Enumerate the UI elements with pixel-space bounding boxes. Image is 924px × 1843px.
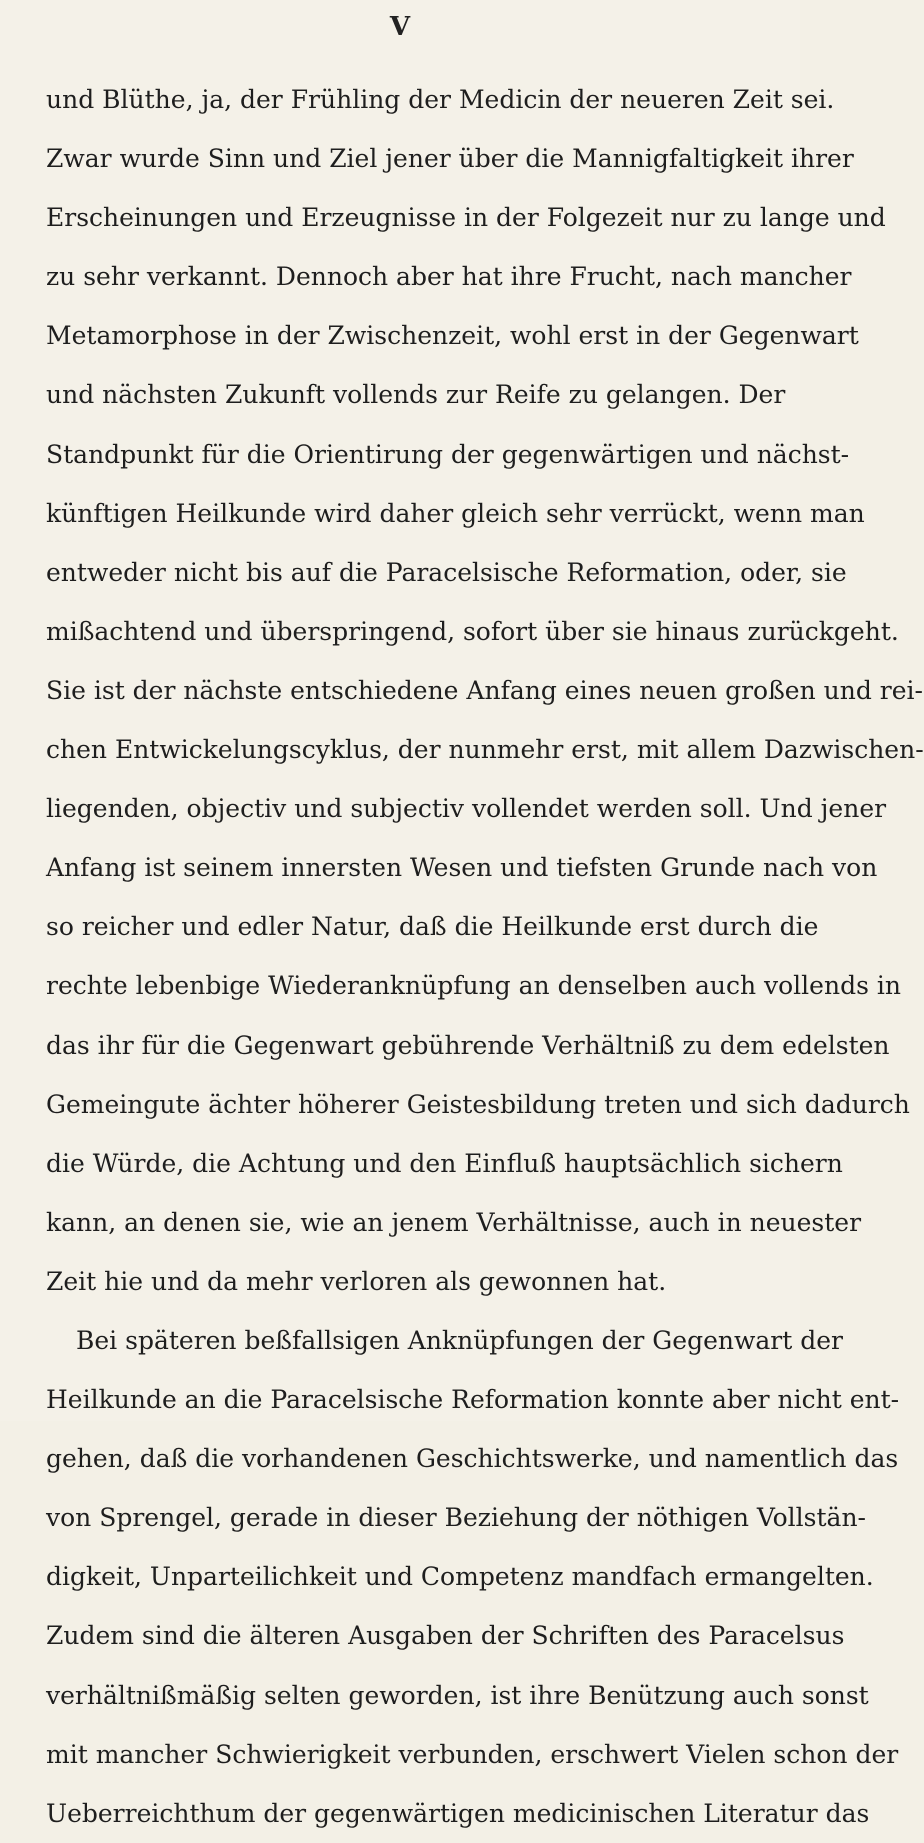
text-line: verhältnißmäßig selten geworden, ist ihre Benützung auch sonst [46, 1680, 869, 1710]
text-line: Bei späteren beßfallsigen Anknüpfungen der Gegenwart der [76, 1325, 843, 1355]
text-line: chen Entwickelungscyklus, der nunmehr erst, mit allem Dazwischen- [46, 735, 924, 765]
text-line: kann, an denen sie, wie an jenem Verhältnisse, auch in neuester [46, 1207, 862, 1237]
text-line: mit mancher Schwierigkeit verbunden, erschwert Vielen schon der [46, 1739, 899, 1769]
text-line: liegenden, objectiv und subjectiv vollendet werden soll. Und jener [46, 794, 887, 824]
text-line: künftigen Heilkunde wird daher gleich sehr verrückt, wenn man [46, 498, 865, 528]
text-line: Anfang ist seinem innersten Wesen und tiefsten Grunde nach von [46, 853, 878, 883]
text-line: das ihr für die Gegenwart gebührende Verhältniß zu dem edelsten [46, 1030, 890, 1060]
text-line: Heilkunde an die Paracelsische Reformation konnte aber nicht ent- [46, 1385, 900, 1415]
text-line: Zudem sind die älteren Ausgaben der Schriften des Paracelsus [46, 1621, 845, 1651]
text-line: so reicher und edler Natur, daß die Heilkunde erst durch die [46, 912, 819, 942]
text-line: Standpunkt für die Orientirung der gegenwärtigen und nächst- [46, 439, 850, 469]
text-line: Zeit hie und da mehr verloren als gewonnen hat. [46, 1266, 667, 1296]
text-line: gehen, daß die vorhandenen Geschichtswerke, und namentlich das [46, 1444, 899, 1474]
text-line: und Blüthe, ja, der Frühling der Medicin der neueren Zeit sei. [46, 85, 835, 114]
text-line: und nächsten Zukunft vollends zur Reife zu gelangen. Der [46, 380, 786, 410]
text-line: Zwar wurde Sinn und Ziel jener über die Mannigfaltigkeit ihrer [46, 144, 854, 174]
text-line: digkeit, Unparteilichkeit und Competenz mandfach ermangelten. [46, 1562, 874, 1592]
text-line: Gemeingute ächter höherer Geistesbildung treten und sich dadurch [46, 1089, 910, 1119]
text-line: die Würde, die Achtung und den Einfluß hauptsächlich sichern [46, 1148, 843, 1178]
text-line: rechte lebenbige Wiederanknüpfung an denselben auch vollends in [46, 971, 901, 1001]
text-line: Erscheinungen und Erzeugnisse in der Folgezeit nur zu lange und [46, 203, 886, 233]
page-header-mark: V [389, 12, 411, 42]
text-line: entweder nicht bis auf die Paracelsische Reformation, oder, sie [46, 557, 847, 587]
text-line: zu sehr verkannt. Dennoch aber hat ihre Frucht, nach mancher [46, 262, 852, 292]
text-line: Ueberreichthum der gegenwärtigen medicinischen Literatur das [46, 1798, 870, 1828]
body-text [46, 70, 924, 1843]
text-line: Sie ist der nächste entschiedene Anfang eines neuen großen und rei- [46, 675, 923, 705]
text-line: von Sprengel, gerade in dieser Beziehung der nöthigen Vollstän- [46, 1503, 866, 1533]
text-line: Metamorphose in der Zwischenzeit, wohl erst in der Gegenwart [46, 321, 859, 351]
text-line: mißachtend und überspringend, sofort über sie hinaus zurückgeht. [46, 616, 899, 646]
